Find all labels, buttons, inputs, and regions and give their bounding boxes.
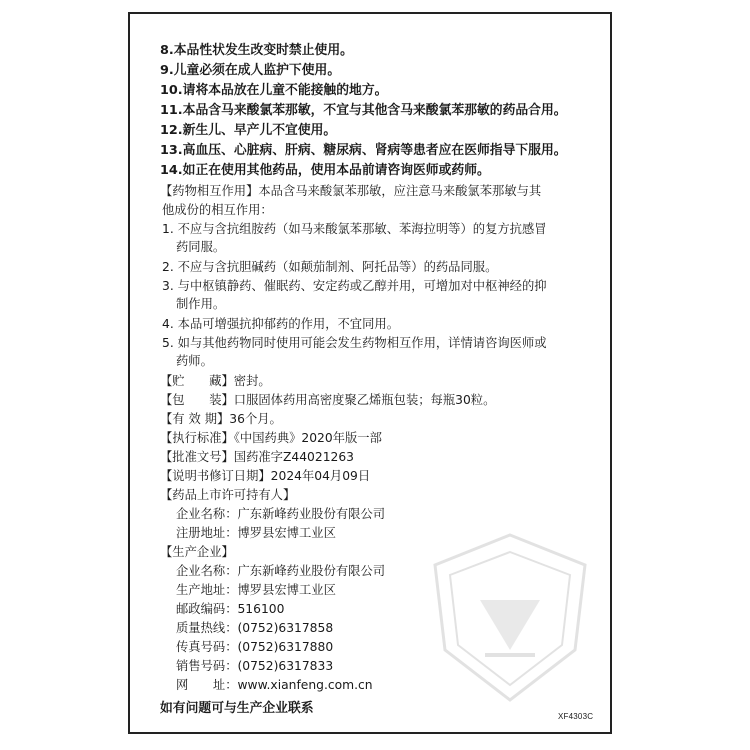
interaction-item: 3. 与中枢镇静药、催眠药、安定药或乙醇并用，可增加对中枢神经的抑 xyxy=(162,279,547,293)
hotline-field: 质量热线：(0752)6317858 xyxy=(176,621,334,635)
contact-note: 如有问题可与生产企业联系 xyxy=(160,701,314,716)
storage-field: 【贮 藏】密封。 xyxy=(160,374,271,388)
warning-item: 11.本品含马来酸氯苯那敏，不宜与其他含马来酸氯苯那敏的药品合用。 xyxy=(160,103,567,118)
package-field: 【包 装】口服固体药用高密度聚乙烯瓶包装；每瓶30粒。 xyxy=(160,393,496,407)
interactions-heading: 【药物相互作用】本品含马来酸氯苯那敏，应注意马来酸氯苯那敏与其 xyxy=(160,184,542,198)
interaction-item-cont: 药同服。 xyxy=(176,240,226,254)
warning-item: 14.如正在使用其他药品，使用本品前请咨询医师或药师。 xyxy=(160,163,490,178)
interaction-item-cont: 制作用。 xyxy=(176,297,226,311)
holder-address: 注册地址：博罗县宏博工业区 xyxy=(176,526,336,540)
warning-item: 12.新生儿、早产儿不宜使用。 xyxy=(160,123,337,138)
website-field: 网 址：www.xianfeng.com.cn xyxy=(176,678,373,692)
document-code: XF4303C xyxy=(558,712,594,721)
manufacturer-heading: 【生产企业】 xyxy=(160,545,234,559)
revision-date-field: 【说明书修订日期】2024年04月09日 xyxy=(160,469,371,483)
postcode-field: 邮政编码：516100 xyxy=(176,602,285,616)
interaction-item-cont: 药师。 xyxy=(176,354,213,368)
interaction-item: 2. 不应与含抗胆碱药（如颠茄制剂、阿托品等）的药品同服。 xyxy=(162,260,498,274)
warning-item: 10.请将本品放在儿童不能接触的地方。 xyxy=(160,83,388,98)
holder-heading: 【药品上市许可持有人】 xyxy=(160,488,296,502)
validity-field: 【有 效 期】36个月。 xyxy=(160,412,282,426)
standard-field: 【执行标准】《中国药典》2020年版一部 xyxy=(160,431,382,445)
approval-field: 【批准文号】国药准字Z44021263 xyxy=(160,450,354,464)
interaction-item: 5. 如与其他药物同时使用可能会发生药物相互作用，详情请咨询医师或 xyxy=(162,336,547,350)
interaction-item: 4. 本品可增强抗抑郁药的作用，不宜同用。 xyxy=(162,317,399,331)
manufacturer-company: 企业名称：广东新峰药业股份有限公司 xyxy=(176,564,386,578)
manufacturer-address: 生产地址：博罗县宏博工业区 xyxy=(176,583,336,597)
warning-item: 9.儿童必须在成人监护下使用。 xyxy=(160,63,341,78)
sales-field: 销售号码：(0752)6317833 xyxy=(176,659,334,673)
interactions-intro-cont: 他成份的相互作用： xyxy=(162,203,273,217)
holder-company: 企业名称：广东新峰药业股份有限公司 xyxy=(176,507,386,521)
shield-emblem-icon xyxy=(425,530,595,705)
fax-field: 传真号码：(0752)6317880 xyxy=(176,640,334,654)
interaction-item: 1. 不应与含抗组胺药（如马来酸氯苯那敏、苯海拉明等）的复方抗感冒 xyxy=(162,222,547,236)
warning-item: 8.本品性状发生改变时禁止使用。 xyxy=(160,43,353,58)
warning-item: 13.高血压、心脏病、肝病、糖尿病、肾病等患者应在医师指导下服用。 xyxy=(160,143,567,158)
